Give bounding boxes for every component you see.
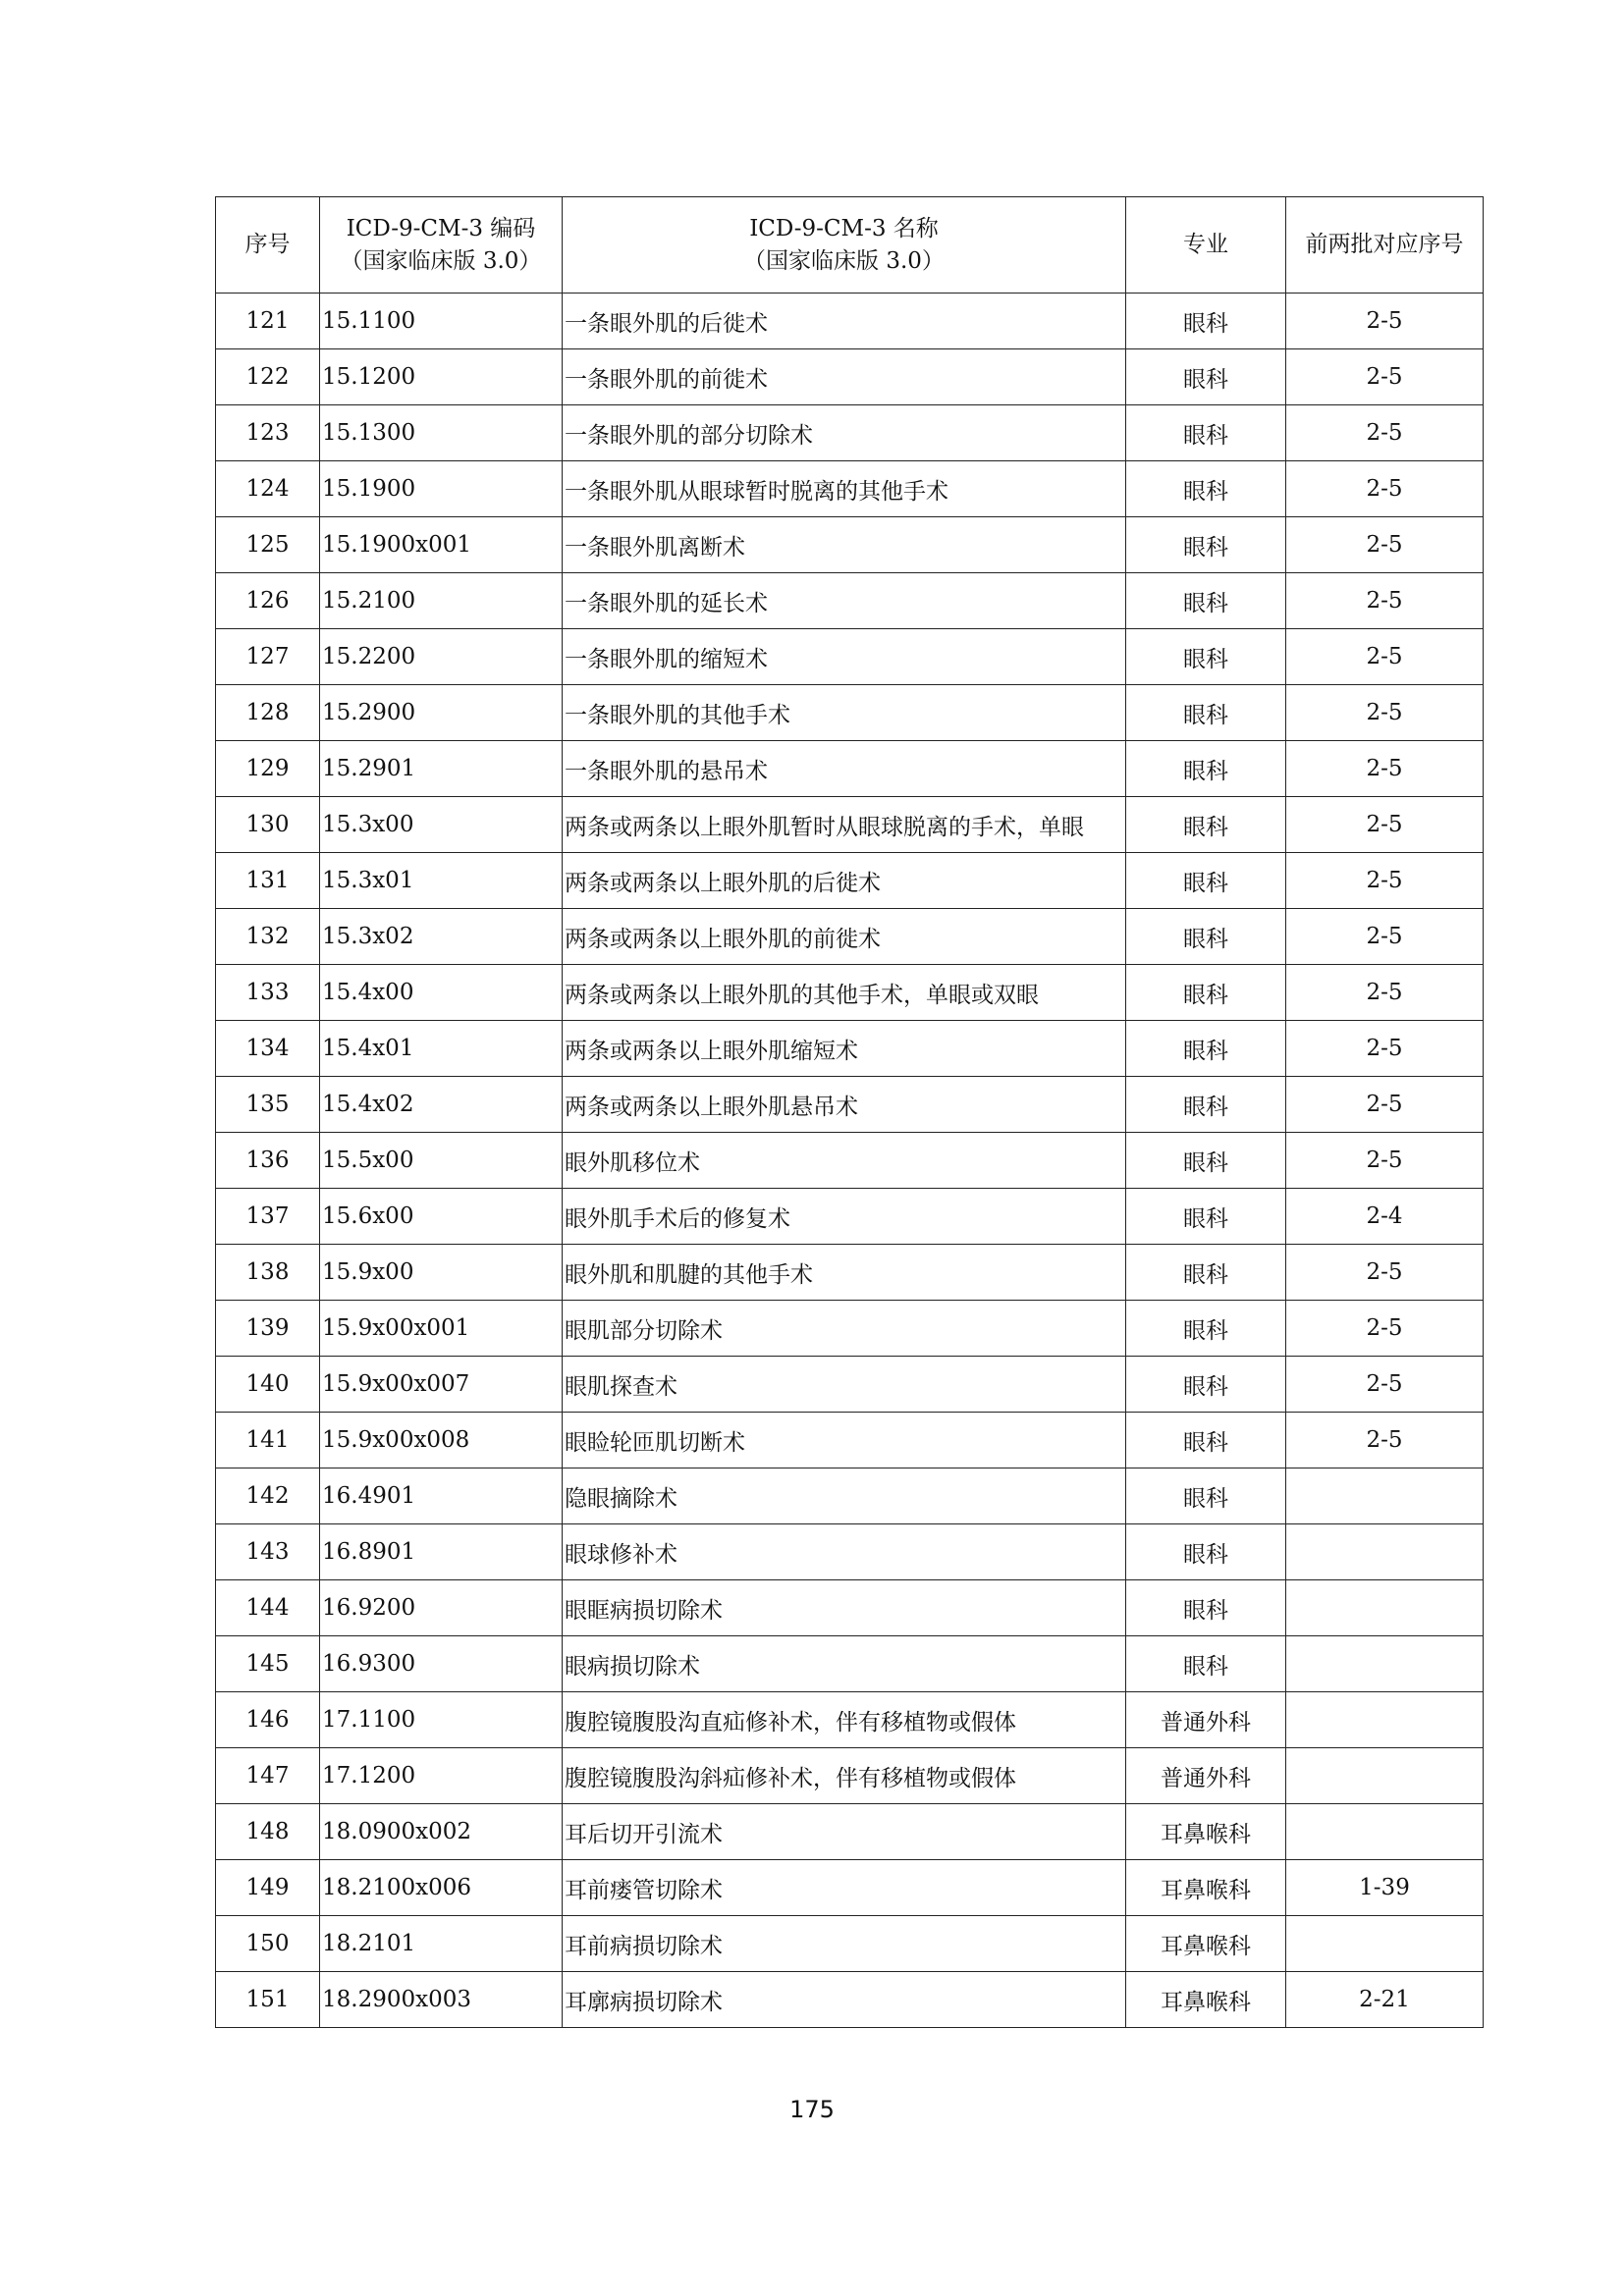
table-row xyxy=(216,1189,1484,1245)
cell-name: 两条或两条以上眼外肌暂时从眼球脱离的手术，单眼 xyxy=(563,797,1126,853)
header-code-line1: ICD-9-CM-3 编码 xyxy=(346,215,536,241)
cell-code: 16.8901 xyxy=(320,1524,563,1580)
cell-ref: 2-5 xyxy=(1286,1077,1484,1133)
cell-specialty: 眼科 xyxy=(1126,294,1286,349)
cell-specialty: 眼科 xyxy=(1126,909,1286,965)
cell-seq: 138 xyxy=(216,1245,320,1301)
cell-name: 耳前病损切除术 xyxy=(563,1916,1126,1972)
cell-specialty: 眼科 xyxy=(1126,517,1286,573)
cell-specialty: 耳鼻喉科 xyxy=(1126,1860,1286,1916)
cell-code: 15.9x00x001 xyxy=(320,1301,563,1357)
cell-specialty: 眼科 xyxy=(1126,405,1286,461)
cell-ref: 2-5 xyxy=(1286,349,1484,405)
cell-name: 眼外肌和肌腱的其他手术 xyxy=(563,1245,1126,1301)
cell-ref: 2-5 xyxy=(1286,853,1484,909)
cell-code: 15.3x00 xyxy=(320,797,563,853)
cell-name: 一条眼外肌的悬吊术 xyxy=(563,741,1126,797)
cell-seq: 137 xyxy=(216,1189,320,1245)
header-name-line1: ICD-9-CM-3 名称 xyxy=(749,215,939,241)
cell-name: 眼眶病损切除术 xyxy=(563,1580,1126,1636)
cell-specialty: 眼科 xyxy=(1126,349,1286,405)
table-row xyxy=(216,1021,1484,1077)
cell-seq: 144 xyxy=(216,1580,320,1636)
cell-specialty: 耳鼻喉科 xyxy=(1126,1972,1286,2028)
cell-code: 15.4x00 xyxy=(320,965,563,1021)
cell-ref xyxy=(1286,1804,1484,1860)
cell-ref: 2-5 xyxy=(1286,1245,1484,1301)
cell-name: 眼睑轮匝肌切断术 xyxy=(563,1413,1126,1468)
table-row xyxy=(216,1468,1484,1524)
cell-seq: 149 xyxy=(216,1860,320,1916)
cell-specialty: 眼科 xyxy=(1126,965,1286,1021)
table-row xyxy=(216,294,1484,349)
cell-ref: 2-5 xyxy=(1286,1357,1484,1413)
cell-code: 15.6x00 xyxy=(320,1189,563,1245)
cell-seq: 124 xyxy=(216,461,320,517)
cell-specialty: 眼科 xyxy=(1126,573,1286,629)
cell-name: 眼病损切除术 xyxy=(563,1636,1126,1692)
cell-name: 两条或两条以上眼外肌缩短术 xyxy=(563,1021,1126,1077)
cell-name: 一条眼外肌的缩短术 xyxy=(563,629,1126,685)
cell-seq: 126 xyxy=(216,573,320,629)
cell-name: 一条眼外肌的部分切除术 xyxy=(563,405,1126,461)
cell-seq: 128 xyxy=(216,685,320,741)
cell-ref xyxy=(1286,1636,1484,1692)
cell-code: 15.4x02 xyxy=(320,1077,563,1133)
table-row xyxy=(216,741,1484,797)
page-number: 175 xyxy=(789,2096,835,2123)
cell-seq: 136 xyxy=(216,1133,320,1189)
cell-seq: 145 xyxy=(216,1636,320,1692)
cell-ref: 2-5 xyxy=(1286,1021,1484,1077)
cell-specialty: 眼科 xyxy=(1126,1580,1286,1636)
cell-name: 耳廓病损切除术 xyxy=(563,1972,1126,2028)
cell-ref: 2-5 xyxy=(1286,1413,1484,1468)
procedure-table xyxy=(215,196,1484,2028)
cell-code: 16.9300 xyxy=(320,1636,563,1692)
cell-name: 耳后切开引流术 xyxy=(563,1804,1126,1860)
cell-code: 16.9200 xyxy=(320,1580,563,1636)
cell-ref xyxy=(1286,1748,1484,1804)
cell-seq: 125 xyxy=(216,517,320,573)
cell-name: 一条眼外肌从眼球暂时脱离的其他手术 xyxy=(563,461,1126,517)
cell-specialty: 普通外科 xyxy=(1126,1692,1286,1748)
cell-code: 18.2100x006 xyxy=(320,1860,563,1916)
cell-seq: 142 xyxy=(216,1468,320,1524)
table-row xyxy=(216,685,1484,741)
cell-seq: 140 xyxy=(216,1357,320,1413)
table-row xyxy=(216,1245,1484,1301)
cell-name: 一条眼外肌的前徙术 xyxy=(563,349,1126,405)
cell-code: 15.1900 xyxy=(320,461,563,517)
table-body xyxy=(216,294,1484,2028)
cell-seq: 123 xyxy=(216,405,320,461)
table-row xyxy=(216,853,1484,909)
cell-name: 两条或两条以上眼外肌的后徙术 xyxy=(563,853,1126,909)
cell-seq: 150 xyxy=(216,1916,320,1972)
table-row xyxy=(216,1413,1484,1468)
table-row xyxy=(216,1524,1484,1580)
cell-name: 一条眼外肌离断术 xyxy=(563,517,1126,573)
table-row xyxy=(216,1972,1484,2028)
cell-ref xyxy=(1286,1524,1484,1580)
cell-code: 17.1200 xyxy=(320,1748,563,1804)
cell-name: 眼外肌移位术 xyxy=(563,1133,1126,1189)
table-row xyxy=(216,1804,1484,1860)
table-row xyxy=(216,1748,1484,1804)
cell-code: 15.1900x001 xyxy=(320,517,563,573)
cell-seq: 133 xyxy=(216,965,320,1021)
header-name-line2: （国家临床版 3.0） xyxy=(743,247,945,274)
cell-code: 17.1100 xyxy=(320,1692,563,1748)
cell-specialty: 眼科 xyxy=(1126,685,1286,741)
cell-seq: 148 xyxy=(216,1804,320,1860)
cell-specialty: 耳鼻喉科 xyxy=(1126,1804,1286,1860)
cell-name: 眼肌探查术 xyxy=(563,1357,1126,1413)
cell-specialty: 眼科 xyxy=(1126,1357,1286,1413)
cell-ref: 2-5 xyxy=(1286,741,1484,797)
table-row xyxy=(216,461,1484,517)
cell-name: 两条或两条以上眼外肌的前徙术 xyxy=(563,909,1126,965)
table-row xyxy=(216,629,1484,685)
cell-specialty: 眼科 xyxy=(1126,1133,1286,1189)
cell-name: 眼球修补术 xyxy=(563,1524,1126,1580)
table-row xyxy=(216,909,1484,965)
cell-code: 16.4901 xyxy=(320,1468,563,1524)
cell-code: 15.1200 xyxy=(320,349,563,405)
cell-code: 18.0900x002 xyxy=(320,1804,563,1860)
cell-name: 一条眼外肌的后徙术 xyxy=(563,294,1126,349)
header-name xyxy=(563,197,1126,294)
cell-name: 一条眼外肌的延长术 xyxy=(563,573,1126,629)
cell-ref xyxy=(1286,1468,1484,1524)
cell-seq: 130 xyxy=(216,797,320,853)
table-row xyxy=(216,797,1484,853)
table-row xyxy=(216,965,1484,1021)
cell-name: 两条或两条以上眼外肌悬吊术 xyxy=(563,1077,1126,1133)
cell-ref: 2-5 xyxy=(1286,294,1484,349)
cell-ref: 1-39 xyxy=(1286,1860,1484,1916)
cell-code: 18.2101 xyxy=(320,1916,563,1972)
cell-specialty: 眼科 xyxy=(1126,1636,1286,1692)
cell-seq: 122 xyxy=(216,349,320,405)
cell-seq: 121 xyxy=(216,294,320,349)
cell-seq: 139 xyxy=(216,1301,320,1357)
cell-ref: 2-5 xyxy=(1286,405,1484,461)
cell-seq: 143 xyxy=(216,1524,320,1580)
cell-seq: 132 xyxy=(216,909,320,965)
cell-seq: 135 xyxy=(216,1077,320,1133)
cell-seq: 129 xyxy=(216,741,320,797)
cell-ref: 2-5 xyxy=(1286,1133,1484,1189)
cell-code: 15.9x00x007 xyxy=(320,1357,563,1413)
cell-seq: 134 xyxy=(216,1021,320,1077)
cell-code: 15.4x01 xyxy=(320,1021,563,1077)
cell-ref xyxy=(1286,1916,1484,1972)
cell-specialty: 眼科 xyxy=(1126,853,1286,909)
cell-specialty: 眼科 xyxy=(1126,1077,1286,1133)
table-row xyxy=(216,1692,1484,1748)
cell-seq: 146 xyxy=(216,1692,320,1748)
cell-code: 15.2200 xyxy=(320,629,563,685)
cell-specialty: 眼科 xyxy=(1126,1245,1286,1301)
cell-specialty: 眼科 xyxy=(1126,1524,1286,1580)
cell-name: 眼外肌手术后的修复术 xyxy=(563,1189,1126,1245)
cell-specialty: 眼科 xyxy=(1126,1413,1286,1468)
cell-ref: 2-5 xyxy=(1286,517,1484,573)
cell-specialty: 眼科 xyxy=(1126,1301,1286,1357)
table-row xyxy=(216,573,1484,629)
cell-ref: 2-5 xyxy=(1286,685,1484,741)
cell-specialty: 眼科 xyxy=(1126,741,1286,797)
cell-seq: 127 xyxy=(216,629,320,685)
table-row xyxy=(216,1133,1484,1189)
cell-code: 18.2900x003 xyxy=(320,1972,563,2028)
table-row xyxy=(216,405,1484,461)
cell-name: 一条眼外肌的其他手术 xyxy=(563,685,1126,741)
cell-code: 15.5x00 xyxy=(320,1133,563,1189)
header-specialty: 专业 xyxy=(1126,197,1286,294)
cell-specialty: 眼科 xyxy=(1126,461,1286,517)
cell-code: 15.1300 xyxy=(320,405,563,461)
table-row xyxy=(216,1916,1484,1972)
cell-seq: 131 xyxy=(216,853,320,909)
cell-ref: 2-21 xyxy=(1286,1972,1484,2028)
table-row xyxy=(216,1580,1484,1636)
cell-name: 腹腔镜腹股沟直疝修补术，伴有移植物或假体 xyxy=(563,1692,1126,1748)
cell-specialty: 眼科 xyxy=(1126,629,1286,685)
cell-name: 眼肌部分切除术 xyxy=(563,1301,1126,1357)
cell-ref: 2-5 xyxy=(1286,461,1484,517)
cell-specialty: 耳鼻喉科 xyxy=(1126,1916,1286,1972)
table-row xyxy=(216,517,1484,573)
cell-ref: 2-4 xyxy=(1286,1189,1484,1245)
cell-ref: 2-5 xyxy=(1286,629,1484,685)
header-ref: 前两批对应序号 xyxy=(1286,197,1484,294)
cell-code: 15.3x01 xyxy=(320,853,563,909)
cell-code: 15.3x02 xyxy=(320,909,563,965)
cell-ref: 2-5 xyxy=(1286,573,1484,629)
cell-code: 15.2901 xyxy=(320,741,563,797)
cell-code: 15.9x00 xyxy=(320,1245,563,1301)
cell-specialty: 眼科 xyxy=(1126,1189,1286,1245)
cell-ref: 2-5 xyxy=(1286,1301,1484,1357)
table-row xyxy=(216,1860,1484,1916)
cell-ref xyxy=(1286,1580,1484,1636)
cell-code: 15.9x00x008 xyxy=(320,1413,563,1468)
table-row xyxy=(216,1077,1484,1133)
cell-name: 两条或两条以上眼外肌的其他手术，单眼或双眼 xyxy=(563,965,1126,1021)
table-header-row xyxy=(216,197,1484,294)
cell-specialty: 眼科 xyxy=(1126,1021,1286,1077)
cell-code: 15.2100 xyxy=(320,573,563,629)
cell-name: 隐眼摘除术 xyxy=(563,1468,1126,1524)
cell-name: 腹腔镜腹股沟斜疝修补术，伴有移植物或假体 xyxy=(563,1748,1126,1804)
cell-seq: 141 xyxy=(216,1413,320,1468)
header-seq: 序号 xyxy=(216,197,320,294)
cell-seq: 147 xyxy=(216,1748,320,1804)
cell-name: 耳前瘘管切除术 xyxy=(563,1860,1126,1916)
cell-ref: 2-5 xyxy=(1286,965,1484,1021)
cell-code: 15.2900 xyxy=(320,685,563,741)
table-row xyxy=(216,1357,1484,1413)
cell-ref xyxy=(1286,1692,1484,1748)
header-code xyxy=(320,197,563,294)
cell-specialty: 眼科 xyxy=(1126,1468,1286,1524)
cell-specialty: 眼科 xyxy=(1126,797,1286,853)
cell-seq: 151 xyxy=(216,1972,320,2028)
cell-code: 15.1100 xyxy=(320,294,563,349)
header-code-line2: （国家临床版 3.0） xyxy=(340,247,542,274)
table-row xyxy=(216,1636,1484,1692)
cell-ref: 2-5 xyxy=(1286,797,1484,853)
table-row xyxy=(216,349,1484,405)
table-row xyxy=(216,1301,1484,1357)
cell-ref: 2-5 xyxy=(1286,909,1484,965)
cell-specialty: 普通外科 xyxy=(1126,1748,1286,1804)
